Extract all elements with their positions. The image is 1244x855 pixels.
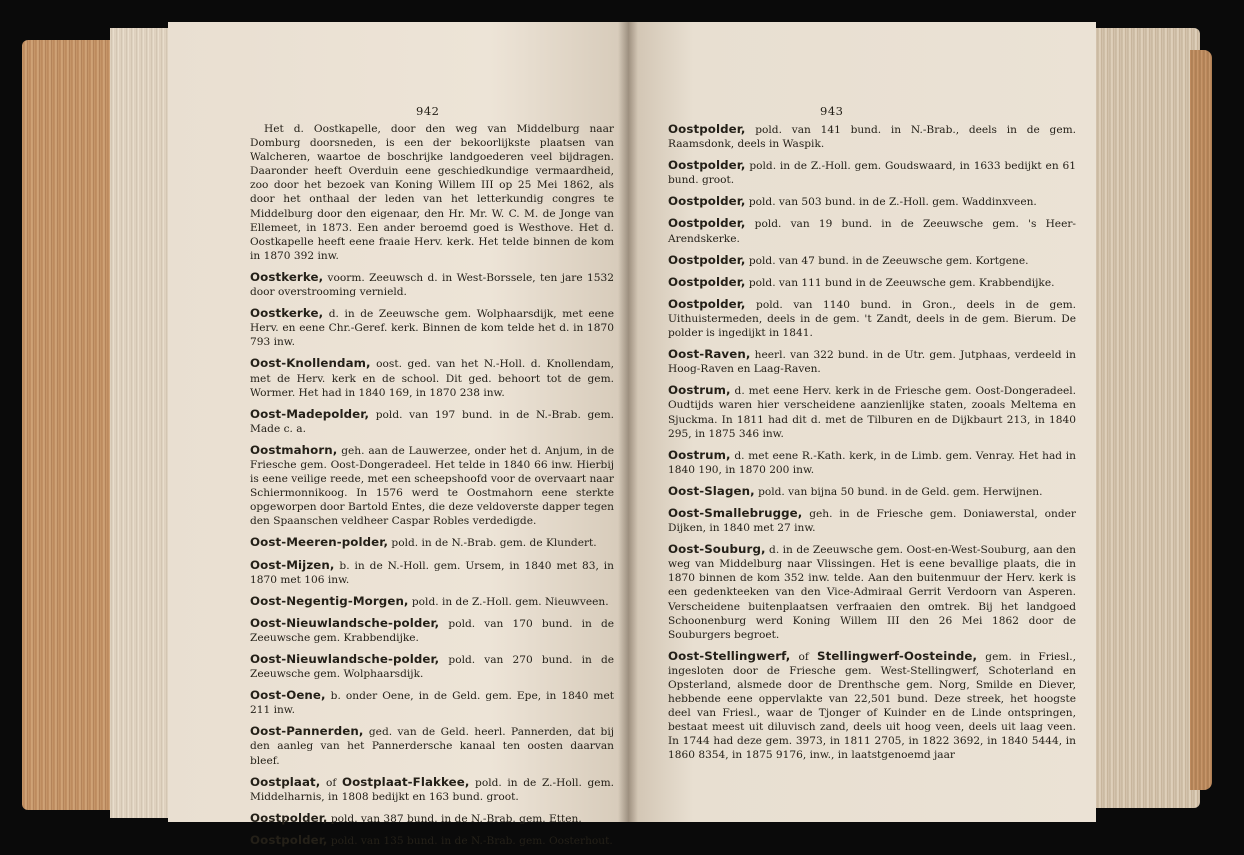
entry-text-alt: gem. in Friesl., ingesloten door de Friesche gem. West-Stellingwerf, Schoterland en Opsterland, alsmede door de Drenthsche gem. Norg, Smilde en Diever, hebbende eene oppervlakte van 22,501 bund. Deze streek, het hoogste deel van Friesl., waar de Tjonger of Kuinder en de Linde ontspringen, bestaat meest uit diluvisch zand, deels uit hoog veen, deels uit laag veen. In 1744 had deze gem. 3973, in 1811 2705, in 1822 3692, in 1840 5444, in 1860 8354, in 1875 9176, inw., in laatstgenoemd jaar xyxy=(668,650,1076,762)
entry-term: Oost-Slagen, xyxy=(668,483,755,498)
entry-term: Oostrum, xyxy=(668,383,731,398)
page-number-right: 943 xyxy=(820,104,844,118)
entry-term: Oostmahorn, xyxy=(250,442,338,457)
dictionary-entry xyxy=(250,775,614,804)
entry-term: Oost-Negentig-Morgen, xyxy=(250,593,409,608)
entry-term: Oost-Mijzen, xyxy=(250,557,335,572)
entry-text: pold. in de N.-Brab. gem. de Klundert. xyxy=(388,537,597,550)
entry-text: pold. van 503 bund. in de Z.-Holl. gem. Waddinxveen. xyxy=(745,196,1037,209)
entry-text: pold. van 47 bund. in de Zeeuwsche gem. Kortgene. xyxy=(745,254,1029,267)
dictionary-entry xyxy=(668,275,1076,290)
entry-text: pold. van 135 bund. in de N.-Brab. gem. Oosterhout. xyxy=(327,834,613,847)
entry-term-alt: Stellingwerf-Oosteinde, xyxy=(816,648,978,663)
dictionary-entry xyxy=(668,297,1076,340)
entry-term: Oostpolder, xyxy=(250,832,328,847)
entry-term: Oostkerke, xyxy=(250,306,324,321)
dictionary-entry xyxy=(250,407,614,436)
dictionary-entry xyxy=(250,616,614,645)
book-gutter xyxy=(618,22,638,822)
entry-text: pold. van 141 bund. in N.-Brab., deels in de gem. Raamsdonk, deels in Waspik. xyxy=(668,124,1076,151)
dictionary-entry xyxy=(250,356,614,399)
entry-term: Oost-Pannerden, xyxy=(250,724,364,739)
entry-term: Oostpolder, xyxy=(668,194,746,209)
dictionary-entry xyxy=(250,443,614,529)
dictionary-entry xyxy=(250,652,614,681)
entry-term-alt: Oostplaat-Flakkee, xyxy=(341,774,470,789)
entry-text: pold. van 170 bund. in de Zeeuwsche gem. Krabbendijke. xyxy=(250,617,614,644)
entry-text: pold. van 19 bund. in de Zeeuwsche gem. 's Heer-Arendskerke. xyxy=(668,218,1076,245)
dictionary-entry xyxy=(250,558,614,587)
entry-term: Oostpolder, xyxy=(668,158,746,173)
entry-text: oost. ged. van het N.-Holl. d. Knollendam, met de Herv. kerk en de school. Dit ged. behoort tot de gem. Wormer. Het had in 1840 169, in 1870 238 inw. xyxy=(250,358,614,399)
right-page-edges xyxy=(1190,50,1212,790)
entry-text: of xyxy=(790,650,817,663)
entry-term: Oostpolder, xyxy=(668,296,746,311)
dictionary-entry xyxy=(250,688,614,717)
right-page-text xyxy=(668,122,1076,770)
right-page xyxy=(628,22,1096,822)
dictionary-entry xyxy=(250,594,614,609)
entry-term: Oost-Souburg, xyxy=(668,542,766,557)
entry-text: ged. van de Geld. heerl. Pannerden, dat bij den aanleg van het Pannerdersche kanaal ten oosten daarvan bleef. xyxy=(250,726,614,767)
dictionary-entry xyxy=(668,194,1076,209)
entry-term: Oostkerke, xyxy=(250,269,324,284)
entry-term: Oostpolder, xyxy=(668,252,746,267)
dictionary-entry xyxy=(668,649,1076,763)
entry-text: geh. in de Friesche gem. Doniawerstal, onder Dijken, in 1840 met 27 inw. xyxy=(668,507,1076,535)
entry-text: d. in de Zeeuwsche gem. Wolphaarsdijk, met eene Herv. en eene Chr.-Geref. kerk. Binnen de kom telde het d. in 1870 793 inw. xyxy=(250,308,614,349)
entry-term: Oost-Knollendam, xyxy=(250,356,371,371)
entry-term: Oost-Raven, xyxy=(668,347,751,362)
dictionary-entry xyxy=(668,448,1076,477)
entry-text: b. onder Oene, in de Geld. gem. Epe, in 1840 met 211 inw. xyxy=(250,690,614,717)
dictionary-entry xyxy=(250,270,614,299)
left-page xyxy=(168,22,628,847)
dictionary-entry xyxy=(668,253,1076,268)
dictionary-entry xyxy=(668,506,1076,535)
dictionary-entry xyxy=(668,122,1076,151)
intro-paragraph: Het d. Oostkapelle, door den weg van Middelburg naar Domburg doorsneden, is een der bekoorlijkste plaatsen van Walcheren, waartoe de boschrijke landgoederen veel bijdragen. Daaronder heeft Overduin eene geschiedkundige vermaardheid, zoo door het bezoek van Koning Willem III op 25 Mei 1862, als door het onthaal der leden van het letterkundig congres te Middelburg door den eigenaar, den Hr. Mr. W. C. M. de Jonge van Ellemeet, in 1873. Een ander beroemd goed is Westhove. Het d. Oostkapelle heeft eene fraaie Herv. kerk. Het telde binnen de kom in 1870 392 inw. xyxy=(250,123,614,262)
entry-text: d. in de Zeeuwsche gem. Oost-en-West-Souburg, aan den weg van Middelburg naar Vlissingen. Het is eene bevallige plaats, die in 1870 binnen de kom 352 inw. telde. Aan den buitenmuur der Herv. kerk is een gedenkteeken van den Vice-Admiraal Gerrit Verdoorn van Asperen. Verscheidene buitenplaatsen verfraaien den omtrek. Bij het landgoed Schoonenburg werd Koning Willem III den 26 Mei 1862 door de Souburgers begroet. xyxy=(668,544,1076,641)
entry-text: heerl. van 322 bund. in de Utr. gem. Jutphaas, verdeeld in Hoog-Raven en Laag-Raven. xyxy=(668,349,1076,376)
entry-text: pold. van 1140 bund. in Gron., deels in de gem. Uithuistermeden, deels in de gem. 't Zandt, deels in de gem. Bierum. De polder is ingedijkt in 1841. xyxy=(668,298,1076,340)
dictionary-entry xyxy=(668,542,1076,642)
page-number-left: 942 xyxy=(416,104,440,118)
entry-text: d. met eene R.-Kath. kerk, in de Limb. gem. Venray. Het had in 1840 190, in 1870 200 inw. xyxy=(668,449,1076,476)
entry-text: pold. van 197 bund. in de N.-Brab. gem. Made c. a. xyxy=(250,408,614,435)
entry-text: geh. aan de Lauwerzee, onder het d. Anjum, in de Friesche gem. Oost-Dongeradeel. Het telde in 1840 66 inw. Hierbij is eene veilige reede, met een scheepshoofd voor de overvaart naar Schiermonnikoog. In 1576 werd te Oostmahorn eene sterkte opgeworpen door Bartold Entes, die deze veldoverste dapper tegen den Spaanschen veldheer Caspar Robles verdedigde. xyxy=(250,444,614,528)
entry-text-alt: pold. in de Z.-Holl. gem. Middelharnis, in 1808 bedijkt en 163 bund. groot. xyxy=(250,776,614,803)
entry-text: pold. in de Z.-Holl. gem. Nieuwveen. xyxy=(408,595,609,608)
dictionary-entry xyxy=(250,724,614,767)
entry-text: pold. van 111 bund in de Zeeuwsche gem. Krabbendijke. xyxy=(745,276,1055,289)
entry-text: pold. van bijna 50 bund. in de Geld. gem. Herwijnen. xyxy=(754,485,1043,498)
entry-text: voorm. Zeeuwsch d. in West-Borssele, ten jare 1532 door overstrooming vernield. xyxy=(250,271,614,299)
entry-term: Oostpolder, xyxy=(668,216,746,231)
entry-term: Oostpolder, xyxy=(668,274,746,289)
right-entries xyxy=(668,122,1076,763)
entry-term: Oost-Meeren-polder, xyxy=(250,535,389,550)
entry-text: d. met eene Herv. kerk in de Friesche gem. Oost-Dongeradeel. Oudtijds waren hier verscheidene aanzienlijke staten, zooals Meltema en Sjuckma. In 1811 had dit d. met de Tilburen en de Dijkbaurt 213, in 1840 295, in 1875 346 inw. xyxy=(668,385,1076,440)
left-entries xyxy=(250,270,614,848)
entry-text: pold. van 387 bund. in de N.-Brab. gem. Etten. xyxy=(327,812,582,825)
dictionary-entry xyxy=(668,158,1076,187)
entry-text: pold. in de Z.-Holl. gem. Goudswaard, in 1633 bedijkt en 61 bund. groot. xyxy=(668,160,1076,187)
entry-term: Oost-Nieuwlandsche-polder, xyxy=(250,652,440,666)
entry-term: Oostrum, xyxy=(668,447,731,462)
left-page-stack xyxy=(110,28,170,818)
entry-term: Oostpolder, xyxy=(250,810,328,825)
dictionary-entry xyxy=(250,306,614,349)
dictionary-entry xyxy=(250,535,614,550)
entry-term: Oostplaat, xyxy=(250,774,321,789)
entry-term: Oost-Oene, xyxy=(250,688,326,703)
entry-text: pold. van 270 bund. in de Zeeuwsche gem. Wolphaarsdijk. xyxy=(250,654,614,681)
entry-text: b. in de N.-Holl. gem. Ursem, in 1840 met 83, in 1870 met 106 inw. xyxy=(250,559,614,586)
dictionary-entry xyxy=(250,811,614,826)
dictionary-entry xyxy=(668,484,1076,499)
left-page-text xyxy=(250,122,614,855)
entry-term: Oost-Smallebrugge, xyxy=(668,505,803,520)
dictionary-entry xyxy=(668,216,1076,245)
entry-text: of xyxy=(320,776,342,789)
entry-term: Oostpolder, xyxy=(668,122,746,136)
dictionary-entry xyxy=(668,383,1076,440)
entry-term: Oost-Nieuwlandsche-polder, xyxy=(250,615,440,630)
right-page-stack xyxy=(1090,28,1200,808)
entry-term: Oost-Madepolder, xyxy=(250,406,370,421)
entry-term: Oost-Stellingwerf, xyxy=(668,648,791,663)
dictionary-entry xyxy=(668,347,1076,376)
